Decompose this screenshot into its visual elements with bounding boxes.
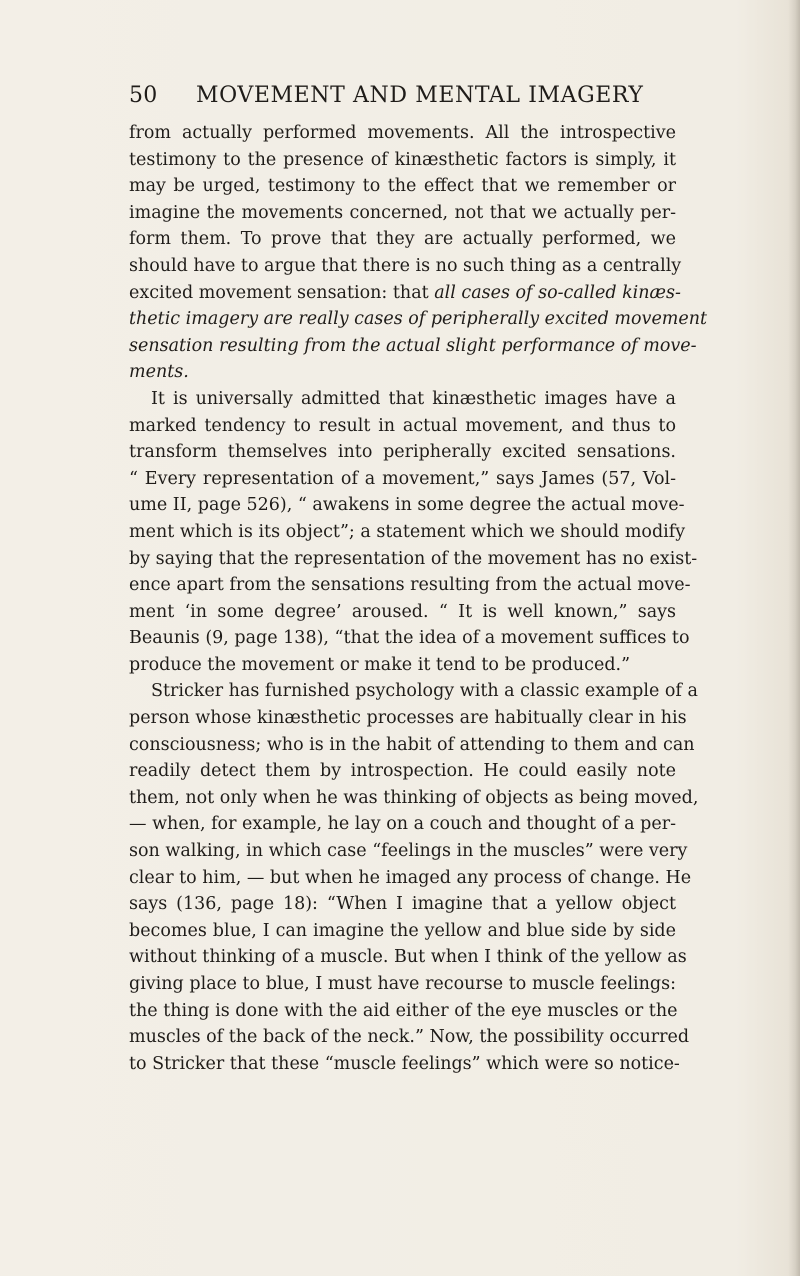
text-line: Beaunis (9, page 138), “that the idea of a movement suffices to	[129, 628, 690, 649]
text-line: the thing is done with the aid either of the eye muscles or the	[129, 1000, 678, 1021]
text-line: becomes blue, I can imagine the yellow and blue side by side	[129, 920, 676, 941]
text-line: muscles of the back of the neck.” Now, the possibility occurred	[129, 1027, 690, 1048]
text-line: imagine the movements concerned, not that we actually per-	[129, 202, 676, 223]
text-line: Stricker has furnished psychology with a classic example of a	[151, 681, 698, 702]
text-line: without thinking of a muscle. But when I think of the yellow as	[129, 947, 687, 968]
text-line: from actually performed movements. All the introspective	[129, 123, 676, 143]
text-line: ment which is its object”; a statement which we should modify	[129, 521, 686, 542]
page-edge-shadow	[788, 0, 800, 1276]
text-line	[129, 333, 697, 360]
text-line: by saying that the representation of the movement has no exist-	[129, 548, 698, 569]
text-line: ence apart from the sensations resulting from the actual move-	[129, 575, 691, 596]
text-line: should have to argue that there is no such thing as a centrally	[129, 255, 682, 276]
text-line: ume II, page 526), “ awakens in some degree the actual move-	[129, 495, 685, 516]
page-number: 50	[129, 83, 158, 108]
text-line: consciousness; who is in the habit of attending to them and can	[129, 734, 695, 755]
text-line: says (136, page 18): “When I imagine that a yellow object	[129, 894, 676, 915]
italic-run: ments.	[129, 362, 189, 383]
text-line: It is universally admitted that kinæsthetic images have a	[151, 388, 676, 409]
text-line	[129, 359, 676, 386]
italic-run: thetic imagery are really cases of peripherally excited movement	[129, 309, 708, 330]
running-head: MOVEMENT AND MENTAL IMAGERY	[196, 83, 644, 108]
text-line: produce the movement or make it tend to be produced.”	[129, 654, 631, 675]
text-line: them, not only when he was thinking of objects as being moved,	[129, 787, 699, 808]
text-line: “ Every representation of a movement,” says James (57, Vol-	[129, 468, 676, 489]
italic-run: all cases of so-called kinæs-	[434, 282, 681, 303]
text-line: form them. To prove that they are actually performed, we	[129, 229, 676, 250]
text-line	[129, 306, 708, 333]
text-line: son walking, in which case “feelings in the muscles” were very	[129, 841, 688, 862]
text-line: readily detect them by introspection. He could easily note	[129, 761, 676, 782]
text-line: to Stricker that these “muscle feelings” which were so notice-	[129, 1053, 680, 1074]
text-line: clear to him, — but when he imaged any process of change. He	[129, 867, 692, 888]
text-line: person whose kinæsthetic processes are habitually clear in his	[129, 708, 687, 729]
text-line: transform themselves into peripherally excited sensations.	[129, 442, 676, 463]
text-line: testimony to the presence of kinæsthetic factors is simply, it	[129, 149, 676, 170]
text-run: excited movement sensation: that	[129, 282, 435, 303]
text-line: may be urged, testimony to the effect that we remember or	[129, 176, 676, 197]
text-line: giving place to blue, I must have recourse to muscle feelings:	[129, 974, 676, 994]
text-line: ment ‘in some degree’ aroused. “ It is well known,” says	[129, 601, 676, 622]
text-line	[129, 280, 681, 307]
page-header	[129, 82, 674, 118]
text-line: marked tendency to result in actual movement, and thus to	[129, 415, 676, 436]
text-line: — when, for example, he lay on a couch and thought of a per-	[129, 814, 676, 835]
italic-run: sensation resulting from the actual slight performance of move-	[129, 335, 697, 356]
body-text	[129, 120, 708, 1077]
